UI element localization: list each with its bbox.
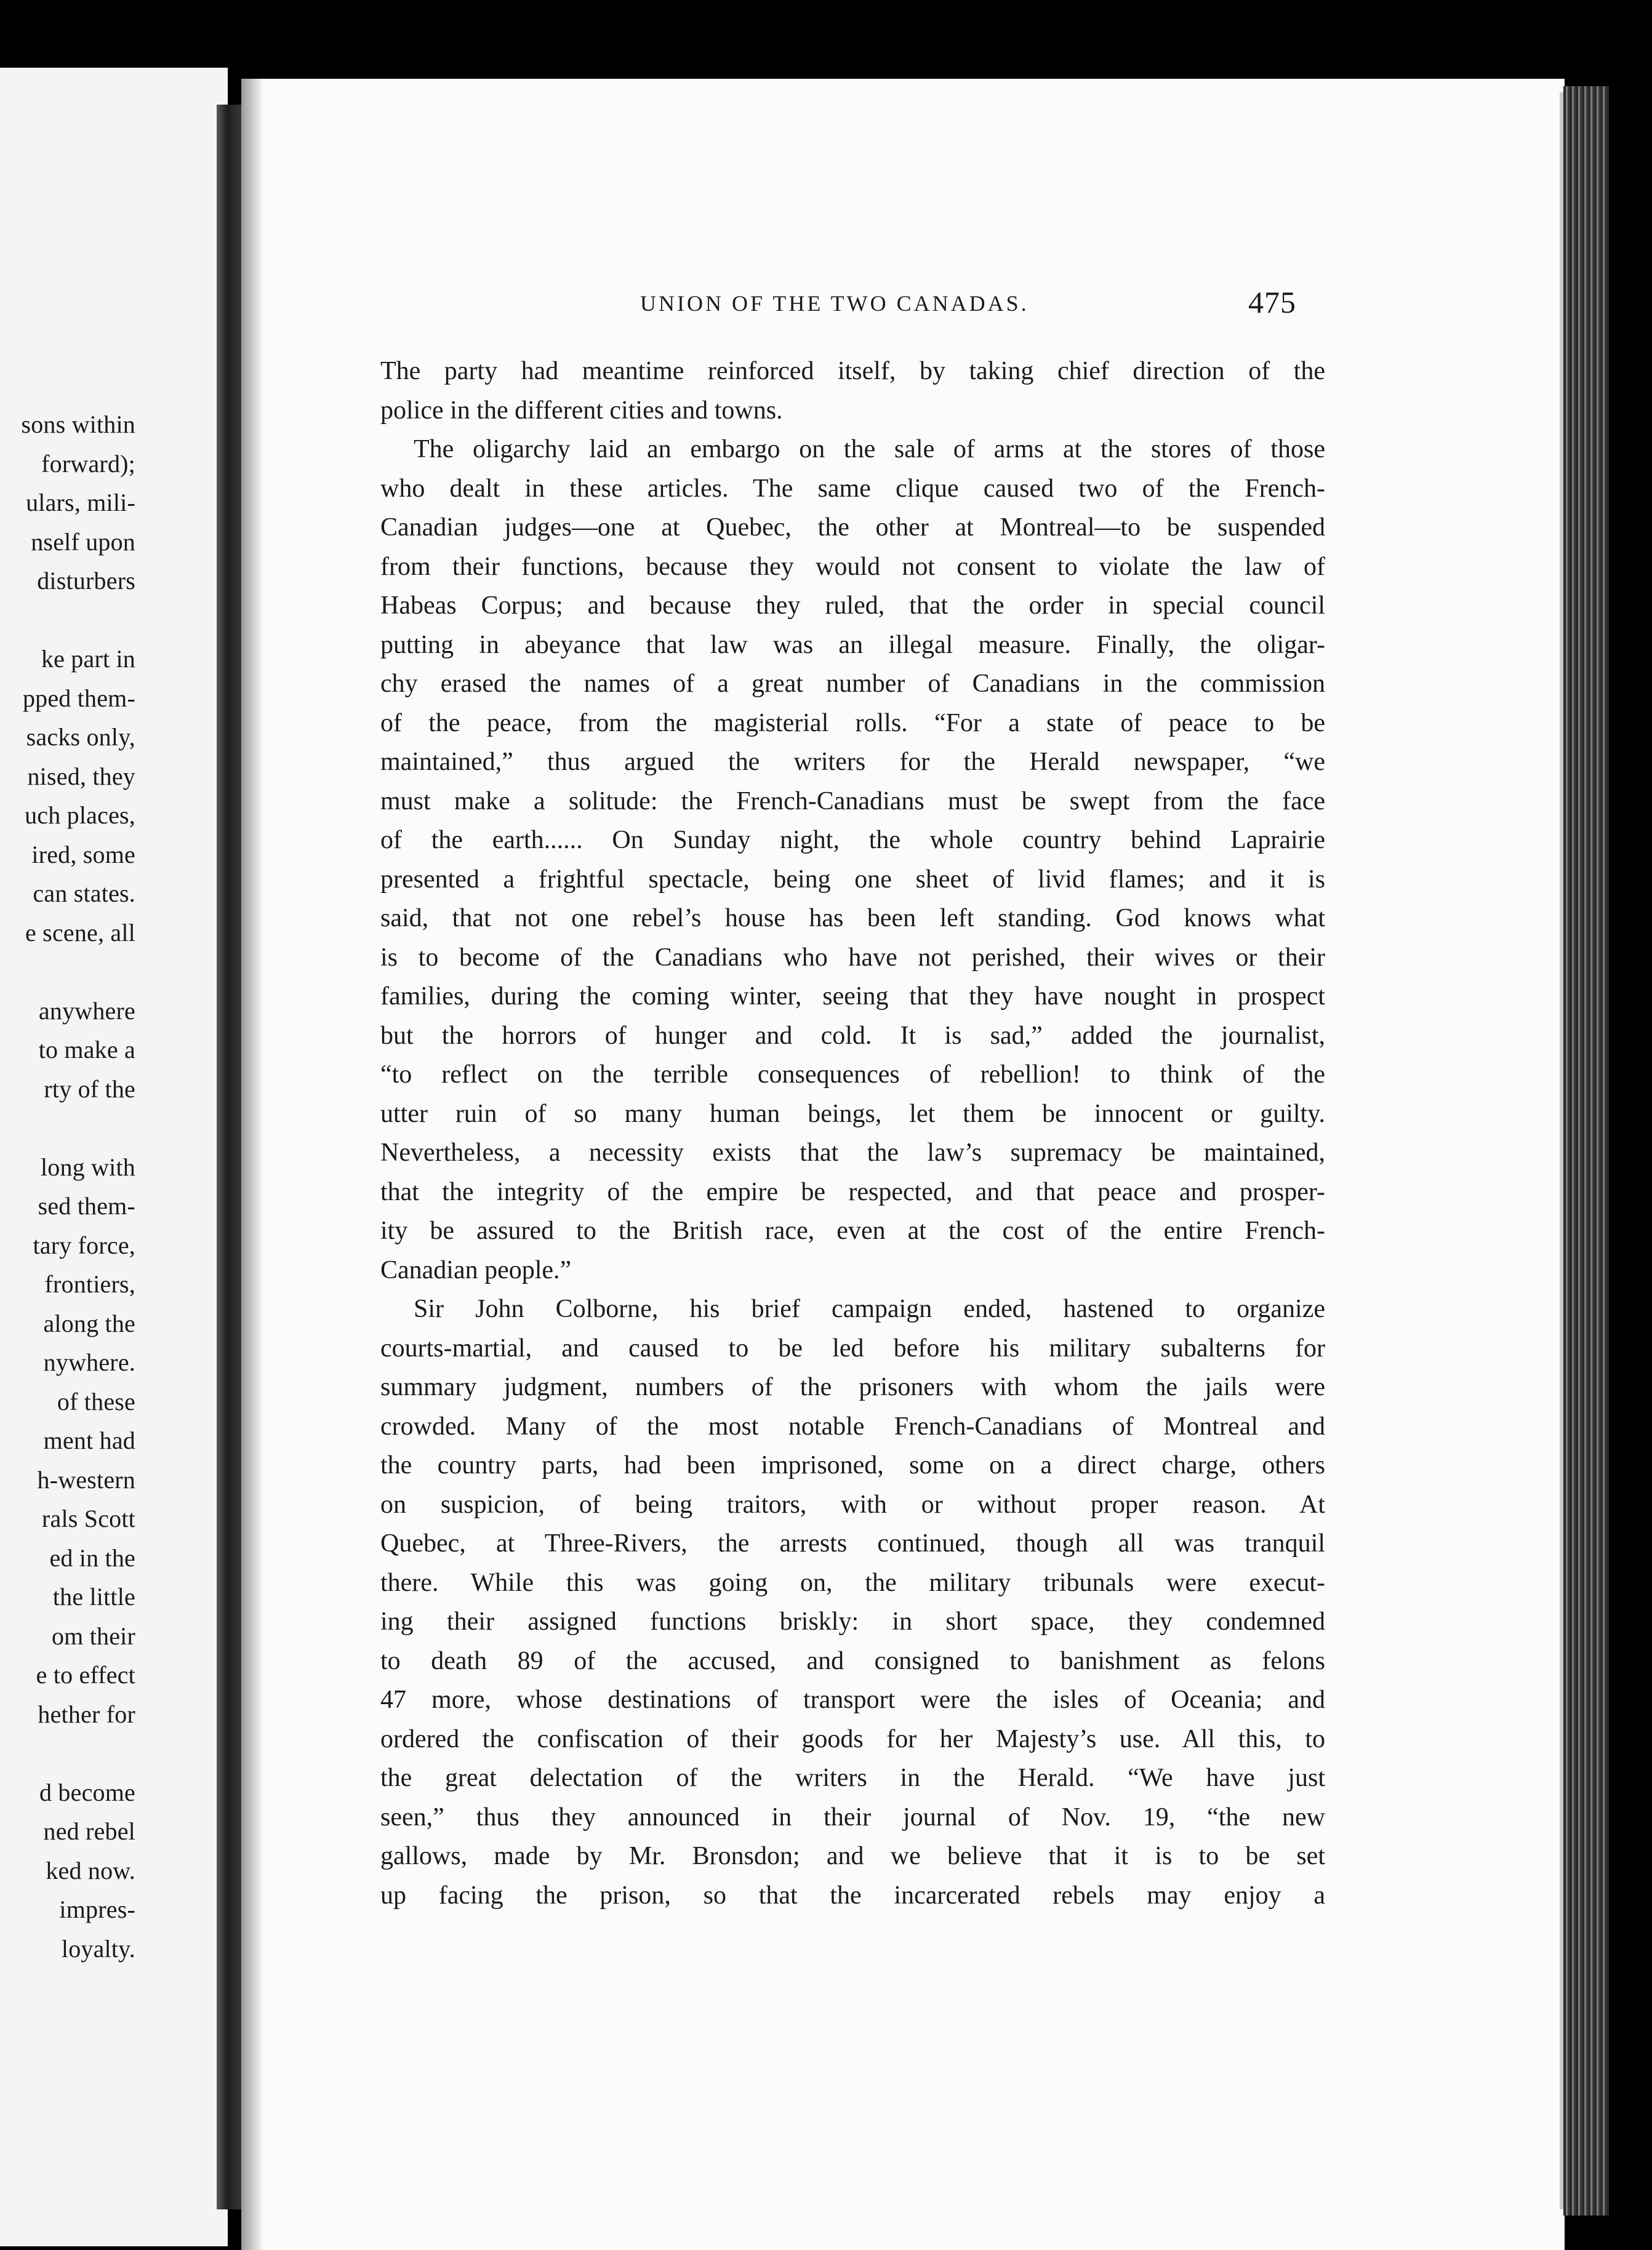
previous-page-line: can states.: [33, 879, 135, 907]
previous-page-line: rals Scott: [42, 1505, 135, 1532]
text-line: on suspicion, of being traitors, with or without proper reason. At: [380, 1490, 1325, 1519]
previous-page-line: [21, 601, 135, 640]
text-line: maintained,” thus argued the writers for the Herald newspaper, “we: [380, 748, 1325, 776]
previous-page-line: om their: [51, 1622, 135, 1650]
previous-page-text: [21, 405, 135, 1968]
text-line: crowded. Many of the most notable French-Canadians of Montreal and: [380, 1412, 1325, 1441]
text-line: to death 89 of the accused, and consigned to banishment as felons: [380, 1646, 1325, 1675]
previous-page-line: ked now.: [46, 1856, 135, 1884]
previous-page-line: of these: [57, 1387, 135, 1415]
text-line: ordered the confiscation of their goods for her Majesty’s use. All this, to: [380, 1724, 1325, 1753]
previous-page-line: forward);: [41, 449, 135, 478]
text-line: that the integrity of the empire be respected, and that peace and prosper-: [380, 1177, 1325, 1206]
text-line: gallows, made by Mr. Bronsdon; and we believe that it is to be set: [380, 1842, 1325, 1870]
text-line: of the peace, from the magisterial rolls. “For a state of peace to be: [380, 708, 1325, 737]
text-line: summary judgment, numbers of the prisoners with whom the jails were: [380, 1373, 1325, 1401]
text-line: Canadian judges—one at Quebec, the other at Montreal—to be suspended: [380, 513, 1325, 542]
text-line: of the earth...... On Sunday night, the whole country behind Laprairie: [380, 826, 1325, 854]
previous-page-line: rty of the: [44, 1075, 135, 1103]
text-line: must make a solitude: the French-Canadians must be swept from the face: [380, 787, 1325, 815]
previous-page-line: nself upon: [31, 527, 135, 556]
text-line: the country parts, had been imprisoned, some on a direct charge, others: [380, 1451, 1325, 1479]
body-text: [380, 352, 1325, 1915]
text-line: The oligarchy laid an embargo on the sale of arms at the stores of those: [414, 435, 1325, 463]
text-line: 47 more, whose destinations of transport were the isles of Oceania; and: [380, 1686, 1325, 1714]
previous-page-line: impres-: [59, 1896, 135, 1923]
previous-page-line: sacks only,: [26, 723, 135, 751]
previous-page-line: ment had: [43, 1427, 135, 1454]
previous-page-line: along the: [43, 1309, 135, 1337]
previous-page-line: h-western: [37, 1465, 135, 1494]
previous-page-line: [21, 952, 135, 991]
text-line: “to reflect on the terrible consequences of rebellion! to think of the: [380, 1060, 1325, 1089]
previous-page-line: frontiers,: [44, 1270, 135, 1298]
text-line: presented a frightful spectacle, being one sheet of livid flames; and it is: [380, 865, 1325, 894]
previous-page: [0, 68, 228, 2246]
previous-page-line: ke part in: [41, 645, 135, 673]
text-line: Quebec, at Three-Rivers, the arrests continued, though all was tranquil: [380, 1529, 1325, 1558]
text-line: from their functions, because they would not consent to violate the law of: [380, 552, 1325, 581]
previous-page-line: ulars, mili-: [26, 489, 135, 516]
previous-page-line: disturbers: [37, 567, 135, 595]
text-line: up facing the prison, so that the incarcerated rebels may enjoy a: [380, 1881, 1325, 1910]
previous-page-line: anywhere: [38, 996, 135, 1025]
text-line: is to become of the Canadians who have not perished, their wives or their: [380, 943, 1325, 972]
page-stack-edge: [1563, 86, 1609, 2216]
page-curl-shadow: [241, 79, 263, 2250]
text-line: Nevertheless, a necessity exists that the law’s supremacy be maintained,: [380, 1139, 1325, 1167]
previous-page-line: d become: [39, 1778, 135, 1806]
previous-page-line: pped them-: [22, 684, 135, 712]
previous-page-line: nised, they: [27, 762, 135, 790]
previous-page-line: ed in the: [49, 1543, 135, 1572]
previous-page-line: sed them-: [38, 1192, 135, 1220]
text-line: but the horrors of hunger and cold. It is sad,” added the journalist,: [380, 1021, 1325, 1050]
text-line: police in the different cities and towns.: [380, 396, 783, 425]
text-line: there. While this was going on, the military tribunals were execut-: [380, 1568, 1325, 1597]
text-line: ing their assigned functions briskly: in short space, they condemned: [380, 1607, 1325, 1636]
previous-page-line: e scene, all: [25, 918, 135, 947]
text-line: ity be assured to the British race, even at the cost of the entire French-: [380, 1217, 1325, 1245]
text-line: said, that not one rebel’s house has been left standing. God knows what: [380, 904, 1325, 932]
text-line: utter ruin of so many human beings, let them be innocent or guilty.: [380, 1099, 1325, 1128]
page-number: 475: [1248, 285, 1296, 319]
text-line: seen,” thus they announced in their journal of Nov. 19, “the new: [380, 1803, 1325, 1832]
previous-page-line: [21, 1734, 135, 1773]
previous-page-line: long with: [40, 1153, 135, 1181]
text-line: families, during the coming winter, seeing that they have nought in prospect: [380, 982, 1325, 1011]
text-line: putting in abeyance that law was an illegal measure. Finally, the oligar-: [380, 630, 1325, 659]
text-line: courts-martial, and caused to be led before his military subalterns for: [380, 1334, 1325, 1363]
previous-page-line: the little: [52, 1583, 135, 1611]
text-line: Canadian people.”: [380, 1255, 572, 1284]
previous-page-line: to make a: [38, 1036, 135, 1063]
previous-page-line: hether for: [38, 1700, 135, 1728]
previous-page-line: nywhere.: [43, 1348, 135, 1376]
previous-page-line: uch places,: [25, 801, 135, 829]
text-line: who dealt in these articles. The same clique caused two of the French-: [380, 474, 1325, 503]
previous-page-line: loyalty.: [61, 1934, 135, 1963]
text-line: the great delectation of the writers in the Herald. “We have just: [380, 1764, 1325, 1792]
running-head: UNION OF THE TWO CANADAS.: [640, 291, 1029, 316]
previous-page-line: tary force,: [33, 1231, 135, 1259]
previous-page-line: ned rebel: [43, 1817, 135, 1845]
text-line: Sir John Colborne, his brief campaign ended, hastened to organize: [414, 1295, 1325, 1323]
book-gutter: [217, 105, 243, 2209]
previous-page-line: e to effect: [36, 1661, 135, 1689]
previous-page-line: ired, some: [31, 840, 135, 868]
previous-page-line: sons within: [21, 410, 135, 438]
text-line: chy erased the names of a great number of Canadians in the commission: [380, 670, 1325, 698]
text-line: The party had meantime reinforced itself, by taking chief direction of the: [380, 357, 1325, 385]
text-line: Habeas Corpus; and because they ruled, that the order in special council: [380, 591, 1325, 620]
previous-page-line: [21, 1108, 135, 1148]
